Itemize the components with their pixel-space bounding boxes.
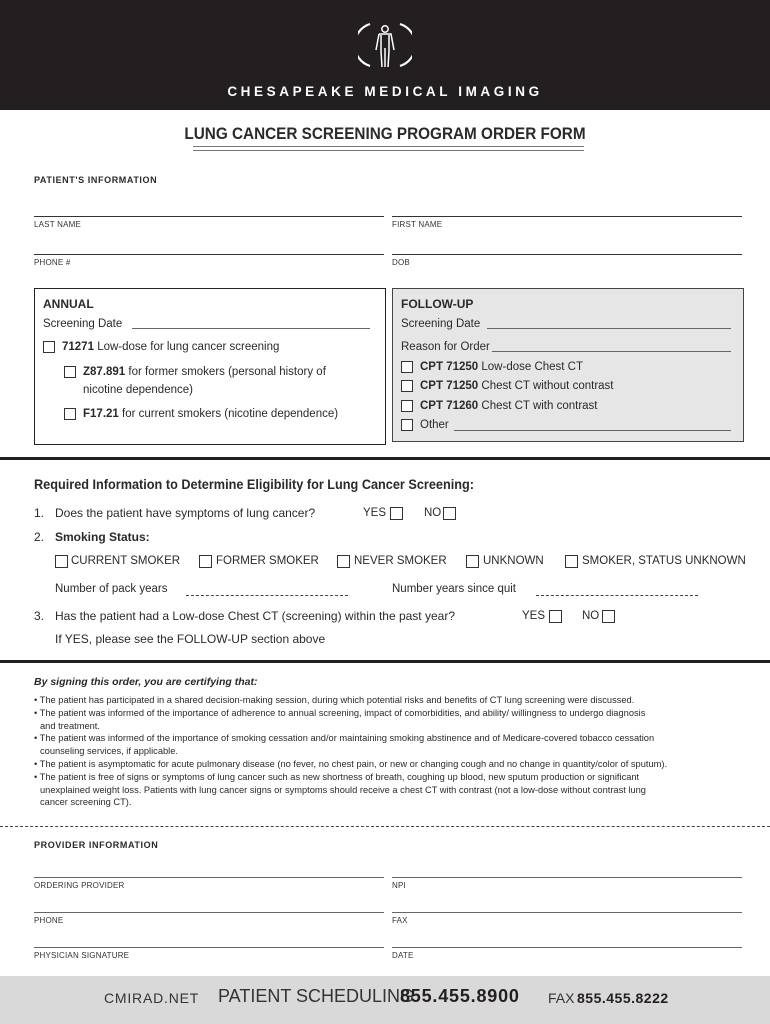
- q2-number: 2.: [34, 530, 45, 544]
- followup-item-2: [420, 380, 613, 392]
- certify-text: The patient has participated in a shared decision-making session, during which potential risks and benefits of CT lung screening were discussed.: [39, 695, 635, 705]
- q1-yes-checkbox[interactable]: [390, 507, 403, 520]
- followup-desc-3: Chest CT with contrast: [481, 400, 598, 412]
- annual-screening-date-label: Screening Date: [43, 318, 123, 330]
- annual-screening-date-field[interactable]: [132, 328, 370, 329]
- ordering-provider-field[interactable]: [34, 877, 384, 878]
- provider-phone-field[interactable]: [34, 912, 384, 913]
- certify-text: cancer screening CT).: [40, 797, 132, 808]
- certify-heading: By signing this order, you are certifying that:: [34, 676, 258, 688]
- form-title: LUNG CANCER SCREENING PROGRAM ORDER FORM: [184, 124, 586, 143]
- date-field[interactable]: [392, 947, 742, 948]
- q3-yes-checkbox[interactable]: [549, 610, 562, 623]
- desc-f17: for current smokers (nicotine dependence): [122, 408, 339, 420]
- title-underline: [193, 146, 584, 151]
- status-never-checkbox[interactable]: [337, 555, 350, 568]
- last-name-field[interactable]: [34, 216, 384, 217]
- signature-field[interactable]: [34, 947, 384, 948]
- checkbox-followup-low-dose[interactable]: [401, 361, 413, 373]
- years-quit-label: Number years since quit: [392, 583, 516, 595]
- option-f17: [83, 408, 338, 420]
- q3-no-label: NO: [582, 610, 600, 622]
- certify-item: • The patient was informed of the importance of smoking cessation and/or maintaining smoking abstinence and of Medicare-covered tobacco cessation counseling services, if applicable.: [34, 733, 655, 757]
- pack-years-field[interactable]: [186, 595, 348, 596]
- option-z87: [83, 366, 326, 378]
- followup-item-3: [420, 400, 598, 412]
- certify-text: counseling services, if applicable.: [40, 746, 178, 757]
- certify-text: and treatment.: [40, 720, 100, 731]
- pack-years-label: Number of pack years: [55, 583, 168, 595]
- status-unknown-label: UNKNOWN: [483, 555, 544, 567]
- fax-footer-label: FAX: [548, 990, 575, 1006]
- dob-field[interactable]: [392, 254, 742, 255]
- provider-phone-label: PHONE: [34, 916, 64, 925]
- certify-item: • The patient is asymptomatic for acute pulmonary disease (no fever, no chest pain, or new or changing cough and no change in quantity/color of sputum).: [34, 758, 668, 769]
- annual-heading: ANNUAL: [43, 297, 94, 311]
- scheduling-label: PATIENT SCHEDULING: [218, 986, 415, 1006]
- npi-field[interactable]: [392, 877, 742, 878]
- followup-code-1: CPT 71250: [420, 361, 479, 373]
- reason-label: Reason for Order: [401, 341, 490, 353]
- status-current-checkbox[interactable]: [55, 555, 68, 568]
- fax-label: FAX: [392, 916, 408, 925]
- fax-footer-number: 855.455.8222: [577, 990, 669, 1006]
- certify-list: [34, 694, 764, 809]
- q1-no-checkbox[interactable]: [443, 507, 456, 520]
- followup-other-label: Other: [420, 419, 449, 431]
- date-label: DATE: [392, 951, 414, 960]
- human-figure-icon: [358, 18, 412, 72]
- option-71271: [62, 341, 279, 353]
- status-never-label: NEVER SMOKER: [354, 555, 447, 567]
- q3-text: Has the patient had a Low-dose Chest CT (screening) within the past year?: [55, 609, 455, 623]
- checkbox-followup-other[interactable]: [401, 419, 413, 431]
- checkbox-followup-with-contrast[interactable]: [401, 400, 413, 412]
- followup-code-3: CPT 71260: [420, 400, 479, 412]
- checkbox-f17[interactable]: [64, 408, 76, 420]
- followup-desc-2: Chest CT without contrast: [481, 380, 614, 392]
- q1-no-label: NO: [424, 507, 442, 519]
- code-f17: F17.21: [83, 408, 119, 420]
- followup-other-field[interactable]: [454, 430, 731, 431]
- desc-z87-line2: nicotine dependence): [83, 384, 193, 396]
- q3-note: If YES, please see the FOLLOW-UP section above: [55, 632, 326, 646]
- desc-71271: Low-dose for lung cancer screening: [97, 341, 280, 353]
- scheduling-number[interactable]: 855.455.8900: [400, 986, 520, 1006]
- checkbox-71271[interactable]: [43, 341, 55, 353]
- last-name-label: LAST NAME: [34, 220, 81, 229]
- status-smoker-unknown-label: SMOKER, STATUS UNKNOWN: [582, 555, 746, 567]
- status-smoker-unknown-checkbox[interactable]: [565, 555, 578, 568]
- followup-code-2: CPT 71250: [420, 380, 479, 392]
- eligibility-heading: Required Information to Determine Eligibility for Lung Cancer Screening:: [34, 477, 474, 492]
- reason-field[interactable]: [492, 351, 731, 352]
- certify-text: The patient was informed of the importance of adherence to annual screening, impact of comorbidities, and ability/ willingness to undergo diagnosis: [39, 707, 646, 718]
- status-current-label: CURRENT SMOKER: [71, 555, 181, 567]
- certify-text: unexplained weight loss. Patients with lung cancer signs or symptoms should receive a chest CT with contrast (not a low-dose without contrast lung: [40, 784, 646, 795]
- company-name: CHESAPEAKE MEDICAL IMAGING: [227, 84, 543, 99]
- q1-yes-label: YES: [363, 507, 387, 519]
- website-link[interactable]: CMIRAD.NET: [104, 990, 200, 1006]
- followup-desc-1: Low-dose Chest CT: [481, 361, 584, 373]
- signature-label: PHYSICIAN SIGNATURE: [34, 951, 130, 960]
- certify-item: • The patient was informed of the importance of adherence to annual screening, impact of comorbidities, and ability/ willingness to undergo diagnosis and treatment.: [34, 707, 646, 731]
- dashed-divider: [0, 826, 770, 827]
- years-quit-field[interactable]: [536, 595, 698, 596]
- code-71271: 71271: [62, 341, 94, 353]
- section-divider: [0, 457, 770, 460]
- phone-label: PHONE #: [34, 258, 71, 267]
- q3-number: 3.: [34, 609, 45, 623]
- q2-text: Smoking Status:: [55, 530, 150, 544]
- provider-heading: PROVIDER INFORMATION: [34, 840, 159, 850]
- followup-screening-date-label: Screening Date: [401, 318, 481, 330]
- code-z87: Z87.891: [83, 366, 126, 378]
- status-former-label: FORMER SMOKER: [216, 555, 319, 567]
- first-name-label: FIRST NAME: [392, 220, 443, 229]
- followup-item-1: [420, 361, 583, 373]
- dob-label: DOB: [392, 258, 410, 267]
- first-name-field[interactable]: [392, 216, 742, 217]
- certify-text: The patient is free of signs or symptoms of lung cancer such as new shortness of breath, coughing up blood, new sputum production or significant: [39, 771, 640, 782]
- npi-label: NPI: [392, 881, 406, 890]
- certify-text: The patient is asymptomatic for acute pulmonary disease (no fever, no chest pain, or new or changing cough and no change in quantity/color of sputum).: [39, 758, 668, 769]
- followup-heading: FOLLOW-UP: [401, 297, 474, 311]
- section-divider-2: [0, 660, 770, 663]
- checkbox-z87[interactable]: [64, 366, 76, 378]
- phone-field[interactable]: [34, 254, 384, 255]
- q1-text: Does the patient have symptoms of lung cancer?: [55, 506, 316, 520]
- certify-text: The patient was informed of the importance of smoking cessation and/or maintaining smoking abstinence and of Medicare-covered tobacco cessation: [39, 733, 655, 744]
- fax-field[interactable]: [392, 912, 742, 913]
- followup-screening-date-field[interactable]: [487, 328, 731, 329]
- desc-z87-line1: for former smokers (personal history of: [128, 366, 326, 378]
- q3-no-checkbox[interactable]: [602, 610, 615, 623]
- q3-yes-label: YES: [522, 610, 546, 622]
- q1-number: 1.: [34, 506, 45, 520]
- status-former-checkbox[interactable]: [199, 555, 212, 568]
- ordering-provider-label: ORDERING PROVIDER: [34, 881, 125, 890]
- status-unknown-checkbox[interactable]: [466, 555, 479, 568]
- certify-item: • The patient has participated in a shared decision-making session, during which potential risks and benefits of CT lung screening were discussed.: [34, 695, 635, 705]
- checkbox-followup-without-contrast[interactable]: [401, 380, 413, 392]
- patient-info-heading: PATIENT'S INFORMATION: [34, 175, 158, 185]
- certify-item: • The patient is free of signs or symptoms of lung cancer such as new shortness of breath, coughing up blood, new sputum production or significant unexplained weight loss. Patients with lung cancer signs or symptoms should receive a chest CT with contrast (not a low-dose without contrast lung cancer screening CT).: [34, 771, 646, 808]
